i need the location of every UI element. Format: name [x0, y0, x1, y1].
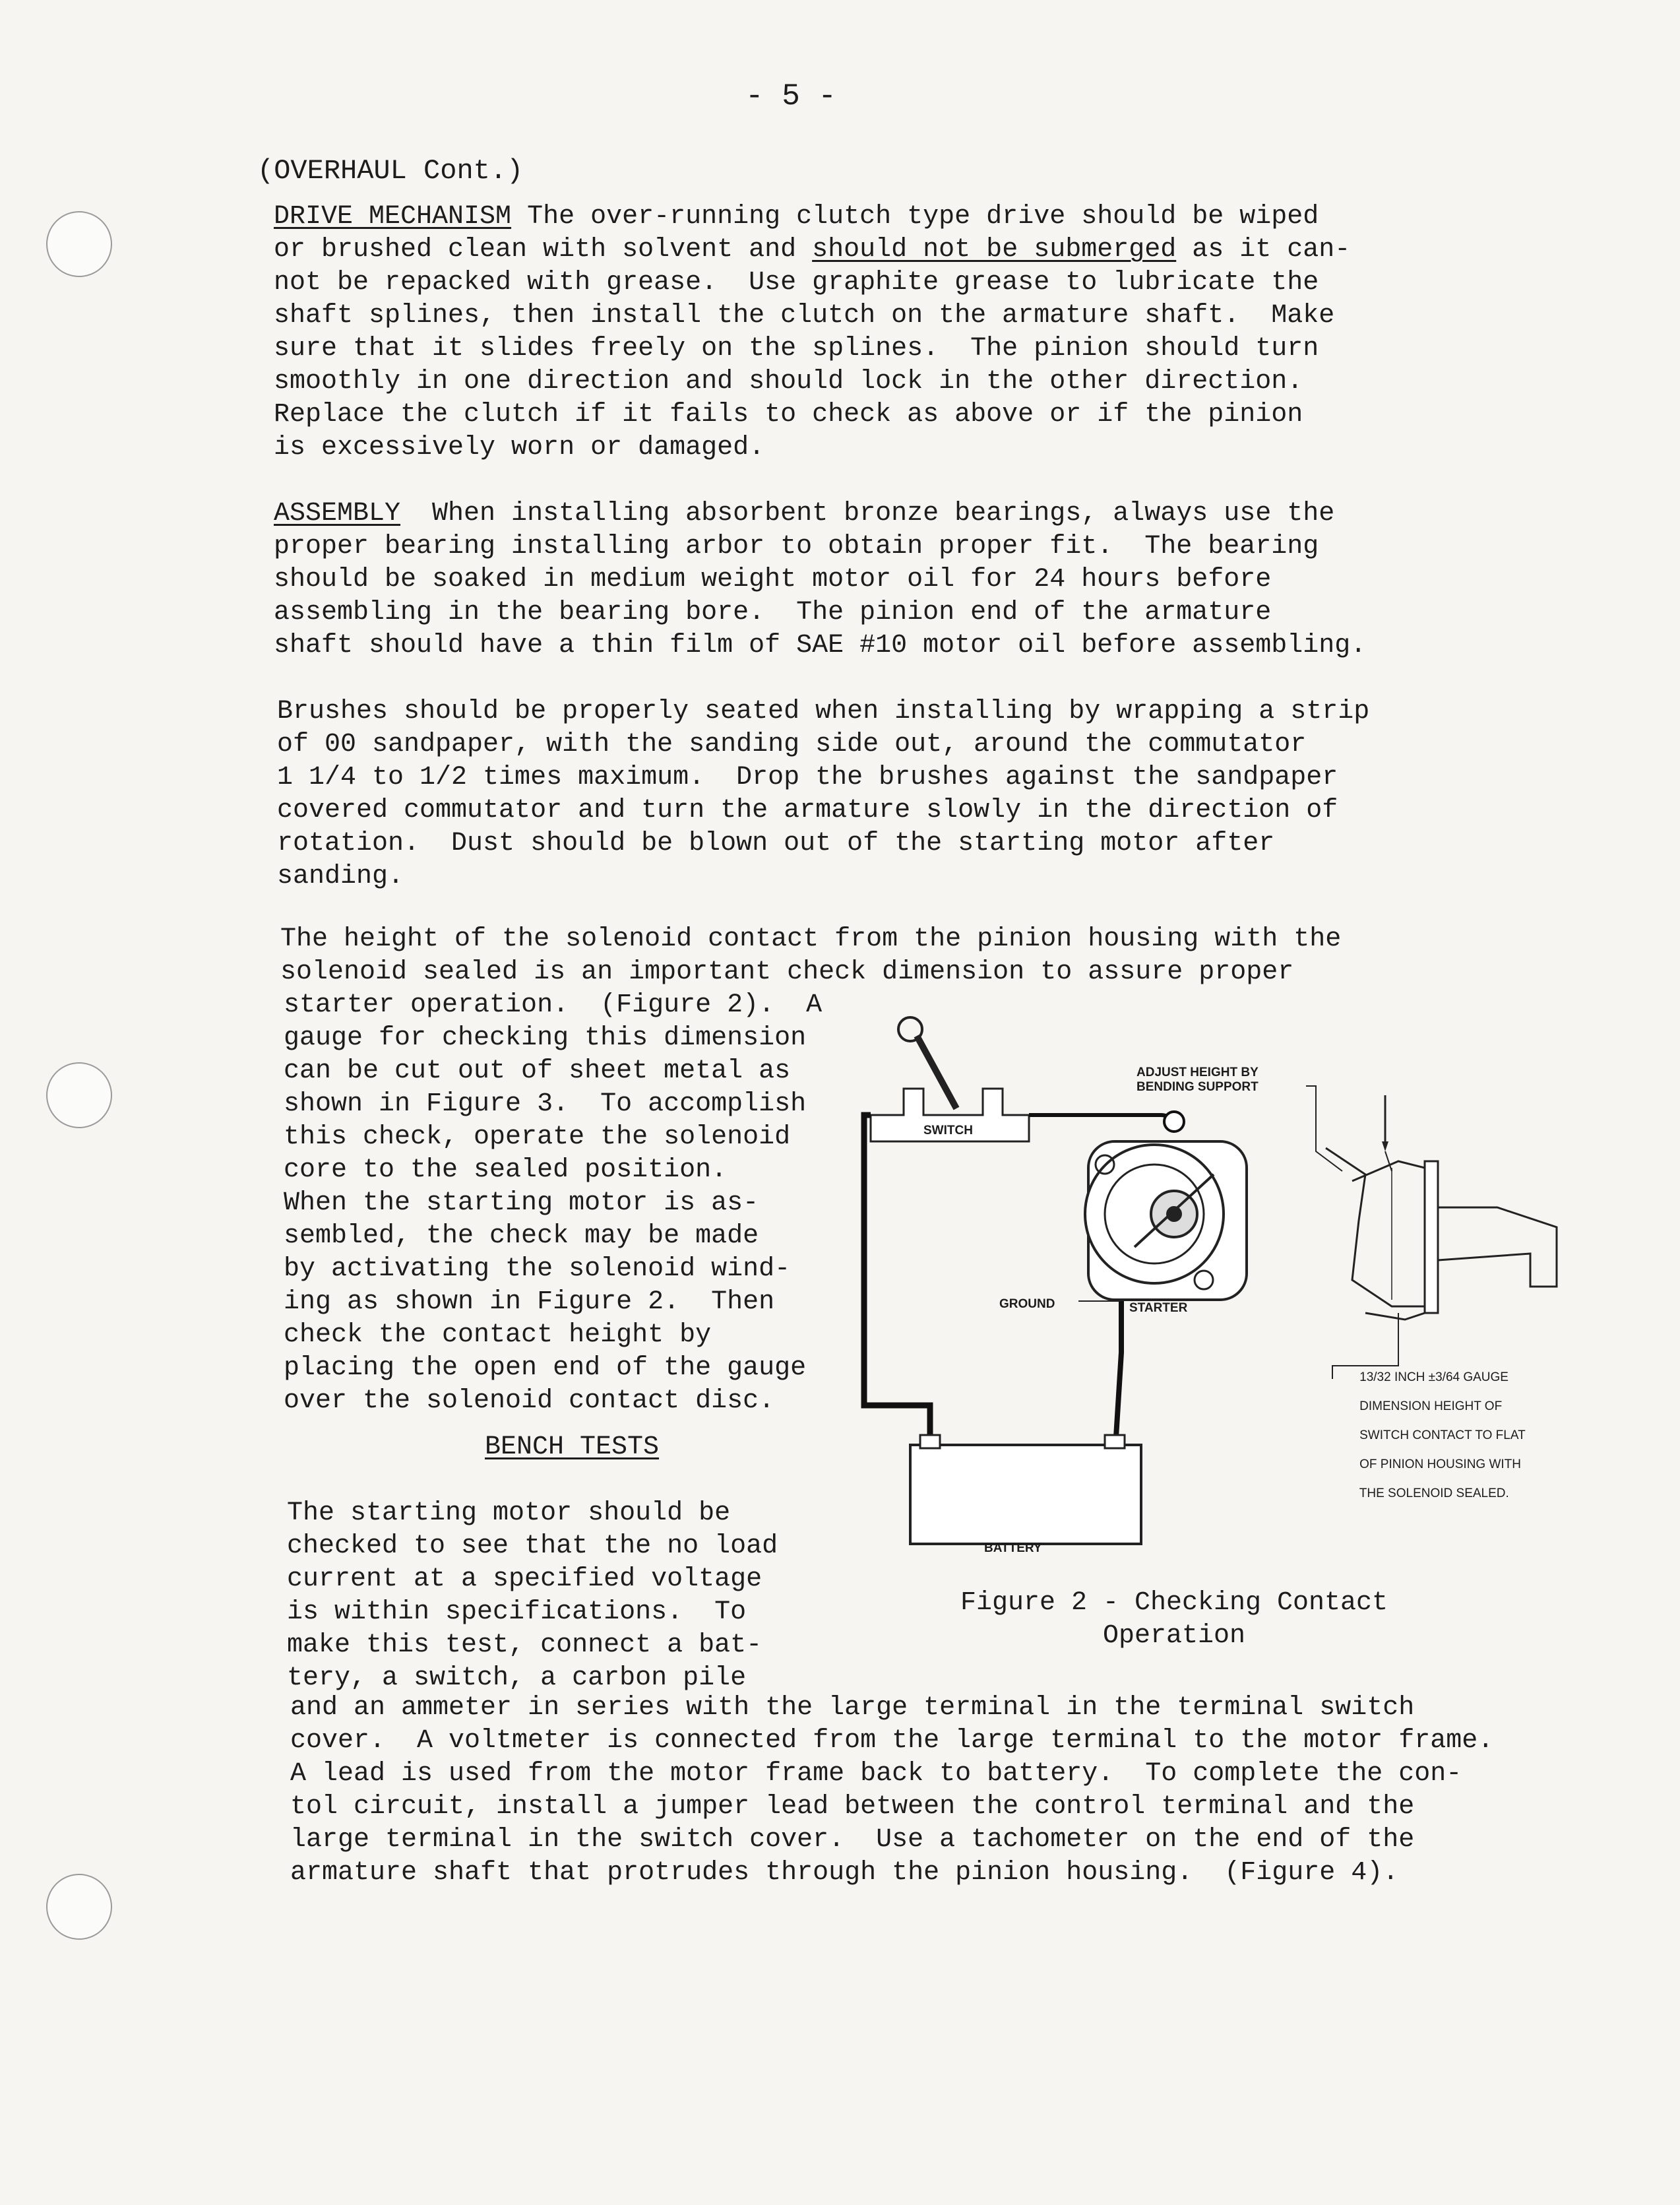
text-line: A lead is used from the motor frame back to battery. To complete the con-	[290, 1759, 1462, 1789]
text-line: or brushed clean with solvent and	[274, 235, 813, 265]
gauge-line-4: OF PINION HOUSING WITH	[1359, 1457, 1522, 1471]
text-line: current at a specified voltage	[287, 1564, 762, 1594]
page-number: - 5 -	[745, 79, 837, 113]
caption-line-1: Figure 2 - Checking Contact	[960, 1588, 1388, 1618]
adjust-height-label	[1136, 1066, 1259, 1095]
text-line: is excessively worn or damaged.	[274, 433, 765, 463]
starter-label: STARTER	[1129, 1301, 1188, 1315]
text-line: this check, operate the solenoid	[284, 1122, 791, 1152]
text-line: sure that it slides freely on the splines. The pinion should turn	[274, 334, 1319, 364]
text-line: When the starting motor is as-	[284, 1188, 759, 1218]
text-line: Brushes should be properly seated when installing by wrapping a strip	[277, 697, 1370, 726]
text-line: gauge for checking this dimension	[284, 1023, 807, 1053]
text-line: shaft should have a thin film of SAE #10 motor oil before assembling.	[274, 631, 1367, 660]
text-line: not be repacked with grease. Use graphite grease to lubricate the	[274, 268, 1319, 298]
text-line: core to the sealed position.	[284, 1155, 728, 1185]
text-line: covered commutator and turn the armature slowly in the direction of	[277, 796, 1338, 825]
text-line: The height of the solenoid contact from the pinion housing with the	[280, 924, 1342, 954]
switch-icon	[871, 1017, 1029, 1141]
binder-hole-top	[46, 211, 112, 277]
adjust-line-1: ADJUST HEIGHT BY	[1136, 1066, 1259, 1079]
assembly-heading: ASSEMBLY	[274, 499, 401, 528]
gauge-line-5: THE SOLENOID SEALED.	[1359, 1486, 1509, 1500]
text-line: cover. A voltmeter is connected from the large terminal to the motor frame.	[290, 1726, 1494, 1756]
text-line: starter operation. (Figure 2). A	[284, 990, 823, 1020]
emphasis-underlined: should not be submerged	[812, 235, 1177, 265]
text-line: tery, a switch, a carbon pile	[287, 1663, 747, 1693]
text-line: by activating the solenoid wind-	[284, 1254, 791, 1284]
gauge-line-2: DIMENSION HEIGHT OF	[1359, 1399, 1503, 1413]
text-line: armature shaft that protrudes through the pinion housing. (Figure 4).	[290, 1858, 1399, 1888]
text-line: of 00 sandpaper, with the sanding side out, around the commutator	[277, 730, 1307, 759]
text-line: sanding.	[277, 862, 404, 891]
text-line: ing as shown in Figure 2. Then	[284, 1287, 775, 1317]
figure-caption	[930, 1587, 1418, 1653]
text-line: assembling in the bearing bore. The pinion end of the armature	[274, 598, 1272, 627]
text-line: and an ammeter in series with the large terminal in the terminal switch	[290, 1693, 1415, 1723]
gauge-line-1: 13/32 INCH ±3/64 GAUGE	[1359, 1370, 1509, 1384]
pinion-housing-cutaway-icon	[1326, 1095, 1557, 1320]
text-line: solenoid sealed is an important check dimension to assure proper	[280, 957, 1294, 987]
battery-label: BATTERY	[984, 1541, 1042, 1555]
battery-icon	[910, 1435, 1141, 1544]
ground-label: GROUND	[999, 1297, 1055, 1311]
text-line: tol circuit, install a jumper lead between the control terminal and the	[290, 1792, 1415, 1822]
text-line: over the solenoid contact disc.	[284, 1386, 775, 1416]
text-line: should be soaked in medium weight motor oil for 24 hours before	[274, 565, 1272, 594]
text-line: shaft splines, then install the clutch on the armature shaft. Make	[274, 301, 1335, 331]
text-line: sembled, the check may be made	[284, 1221, 759, 1251]
caption-line-2: Operation	[1102, 1621, 1246, 1651]
bench-tests-heading: BENCH TESTS	[485, 1432, 660, 1462]
text-line: checked to see that the no load	[287, 1531, 778, 1561]
text-line: 1 1/4 to 1/2 times maximum. Drop the brushes against the sandpaper	[277, 763, 1338, 792]
text-line: shown in Figure 3. To accomplish	[284, 1089, 807, 1119]
text-line: make this test, connect a bat-	[287, 1630, 762, 1660]
drive-mechanism-heading: DRIVE MECHANISM	[274, 202, 512, 232]
starter-motor-icon	[1085, 1112, 1247, 1300]
section-header: (OVERHAUL Cont.)	[257, 155, 524, 187]
binder-hole-middle	[46, 1062, 112, 1128]
binder-hole-bottom	[46, 1874, 112, 1940]
text-line: The over-running clutch type drive should be wiped	[511, 202, 1319, 232]
text-line: Replace the clutch if it fails to check as above or if the pinion	[274, 400, 1303, 430]
text-line: placing the open end of the gauge	[284, 1353, 807, 1383]
adjust-line-2: BENDING SUPPORT	[1136, 1080, 1259, 1094]
text-line: check the contact height by	[284, 1320, 712, 1350]
text-line: smoothly in one direction and should lock in the other direction.	[274, 367, 1303, 397]
text-line: as it can-	[1176, 235, 1351, 265]
text-line: rotation. Dust should be blown out of the starting motor after	[277, 829, 1275, 858]
text-line: is within specifications. To	[287, 1597, 747, 1627]
gauge-dimension-note	[1346, 1356, 1526, 1516]
text-line: When installing absorbent bronze bearings, always use the	[400, 499, 1335, 528]
gauge-line-3: SWITCH CONTACT TO FLAT	[1359, 1428, 1526, 1442]
text-line: can be cut out of sheet metal as	[284, 1056, 791, 1086]
text-line: proper bearing installing arbor to obtain proper fit. The bearing	[274, 532, 1319, 561]
text-line: large terminal in the switch cover. Use a tachometer on the end of the	[290, 1825, 1415, 1855]
text-line: The starting motor should be	[287, 1498, 731, 1528]
switch-label: SWITCH	[923, 1124, 973, 1137]
